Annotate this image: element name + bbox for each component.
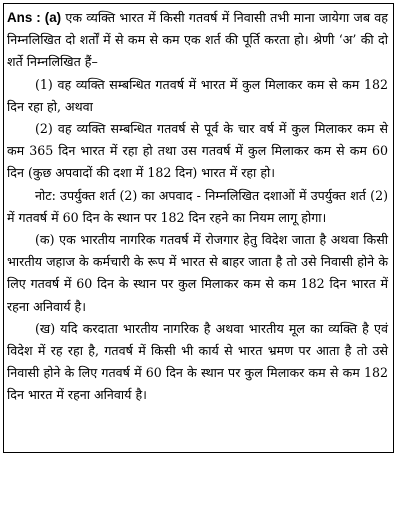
answer-box xyxy=(3,3,394,453)
condition-1-paragraph: (1) वह व्यक्ति सम्बन्धित गतवर्ष में भारत में कुल मिलाकर कम से कम 182 दिन रहा हो, अथवा xyxy=(7,76,388,114)
exception-kha-paragraph: (ख) यदि करदाता भारतीय नागरिक है अथवा भारतीय मूल का व्यक्ति है एवं विदेश में रह रहा है, गतवर्ष में किसी भी कार्य से भारत भ्रमण पर आता है तो उसे निवासी होने के लिए गतवर्ष में 60 दिन के स्थान पर कुल मिलाकर कम से कम 182 दिन भारत में रहना अनिवार्य है। xyxy=(7,320,388,403)
answer-intro-text: एक व्यक्ति भारत में किसी गतवर्ष में निवासी तभी माना जायेगा जब वह निम्नलिखित दो शर्तों में से कम से कम एक शर्त की पूर्ति करता हो। श्रेणी ‘अ’ की दो शर्ते निम्नलिखित हैं– xyxy=(7,10,388,70)
condition-2-paragraph: (2) वह व्यक्ति सम्बन्धित गतवर्ष से पूर्व के चार वर्ष में कुल मिलाकर कम से कम 365 दिन भारत में रहा हो तथा उस गतवर्ष में कुल मिलाकर कम से कम 60 दिन (कुछ अपवादों की दशा में 182 दिन) भारत में रहा हो। xyxy=(7,121,388,181)
note-paragraph: नोट: उपर्युक्त शर्त (2) का अपवाद - निम्नलिखित दशाओं में उपर्युक्त शर्त (2) में गतवर्ष में 60 दिन के स्थान पर 182 दिन रहने का नियम लागू होगा। xyxy=(7,187,388,225)
exception-ka-paragraph: (क) एक भारतीय नागरिक गतवर्ष में रोजगार हेतु विदेश जाता है अथवा किसी भारतीय जहाज के कर्मचारी के रूप में भारत से बाहर जाता है तो उसे निवासी होने के लिए गतवर्ष में 60 दिन के स्थान पर कुल मिलाकर कम से कम 182 दिन भारत में रहना अनिवार्य है। xyxy=(7,232,388,314)
answer-intro-paragraph xyxy=(7,7,388,74)
answer-label: Ans : (a) xyxy=(7,10,62,25)
